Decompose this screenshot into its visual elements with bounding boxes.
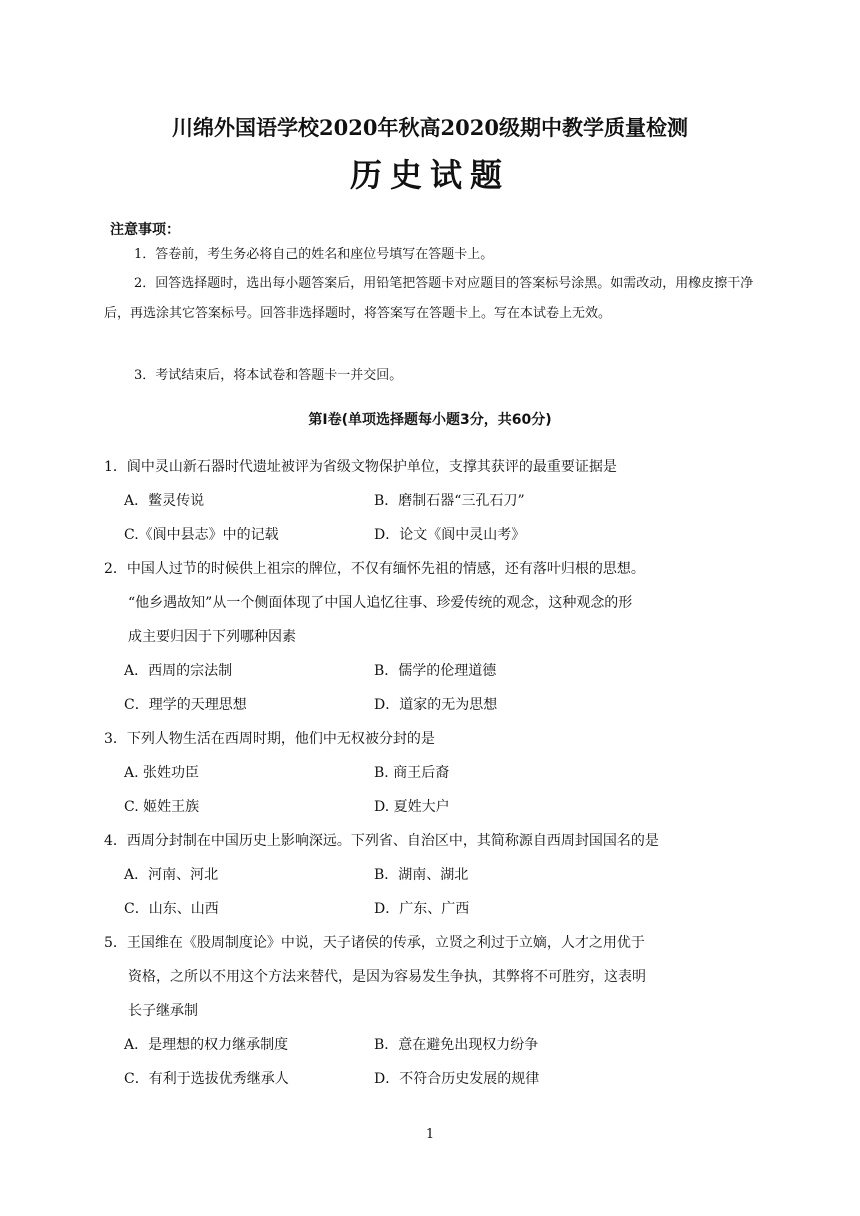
question-1-option-b: B．磨制石器“三孔石刀” bbox=[374, 493, 525, 509]
question-5-option-c: C．有利于选拔优秀继承人 bbox=[124, 1071, 289, 1087]
exam-title: 川绵外国语学校2020年秋高2020级期中教学质量检测 bbox=[172, 115, 688, 140]
question-4-stem: 4．西周分封制在中国历史上影响深远。下列省、自治区中，其简称源自西周封国国名的是 bbox=[104, 833, 659, 849]
question-2-stem-cont: “他乡遇故知”从一个侧面体现了中国人追忆往事、珍爱传统的观念，这种观念的形 bbox=[128, 595, 633, 611]
subject-title: 历史试题 bbox=[349, 156, 510, 194]
question-5-stem-cont: 长子继承制 bbox=[128, 1003, 198, 1019]
question-4-option-c: C．山东、山西 bbox=[124, 901, 219, 917]
question-1-option-a: A．鳖灵传说 bbox=[124, 493, 205, 509]
question-4-option-b: B．湖南、湖北 bbox=[374, 867, 469, 883]
question-2-option-a: A．西周的宗法制 bbox=[124, 663, 233, 679]
question-3-option-d: D. 夏姓大户 bbox=[374, 799, 450, 815]
question-5-option-b: B．意在避免出现权力纷争 bbox=[374, 1037, 539, 1053]
question-2-stem-cont: 成主要归因于下列哪种因素 bbox=[128, 629, 296, 645]
question-2-option-c: C．理学的天理思想 bbox=[124, 697, 247, 713]
question-1-stem: 1．阆中灵山新石器时代遗址被评为省级文物保护单位，支撑其获评的最重要证据是 bbox=[104, 459, 617, 475]
notice-heading: 注意事项： bbox=[110, 222, 180, 238]
question-2-option-d: D．道家的无为思想 bbox=[374, 697, 498, 713]
question-5-option-a: A．是理想的权力继承制度 bbox=[124, 1037, 289, 1053]
question-1-option-c: C.《阆中县志》中的记载 bbox=[124, 527, 279, 543]
question-1-option-d: D．论文《阆中灵山考》 bbox=[374, 527, 526, 543]
question-3-option-b: B. 商王后裔 bbox=[374, 765, 450, 781]
notice-item: 2．回答选择题时，选出每小题答案后，用铅笔把答题卡对应题目的答案标号涂黑。如需改动，用橡皮擦干净后，再选涂其它答案标号。回答非选择题时，将答案写在答题卡上。写在本试卷上无效。 bbox=[104, 276, 754, 321]
question-4-option-d: D．广东、广西 bbox=[374, 901, 470, 917]
question-3-option-a: A. 张姓功臣 bbox=[124, 765, 200, 781]
question-5-stem: 5．王国维在《股周制度论》中说，天子诸侯的传承，立贤之利过于立嫡，人才之用优于 bbox=[104, 935, 645, 951]
question-5-option-d: D．不符合历史发展的规律 bbox=[374, 1071, 540, 1087]
question-4-option-a: A．河南、河北 bbox=[124, 867, 219, 883]
notice-item: 1．答卷前，考生务必将自己的姓名和座位号填写在答题卡上。 bbox=[134, 247, 494, 262]
question-2-option-b: B．儒学的伦理道德 bbox=[374, 663, 497, 679]
page-number: 1 bbox=[425, 1127, 435, 1142]
question-2-stem: 2．中国人过节的时候供上祖宗的牌位，不仅有缅怀先祖的情感，还有落叶归根的思想。 bbox=[104, 561, 645, 577]
section-heading: 第Ⅰ卷(单项选择题每小题3分，共60分) bbox=[308, 412, 552, 428]
notice-item: 3．考试结束后，将本试卷和答题卡一并交回。 bbox=[134, 368, 403, 383]
question-5-stem-cont: 资格，之所以不用这个方法来替代，是因为容易发生争执，其弊将不可胜穷，这表明 bbox=[128, 969, 646, 985]
question-3-option-c: C. 姬姓王族 bbox=[124, 799, 200, 815]
question-3-stem: 3．下列人物生活在西周时期，他们中无权被分封的是 bbox=[104, 731, 435, 747]
